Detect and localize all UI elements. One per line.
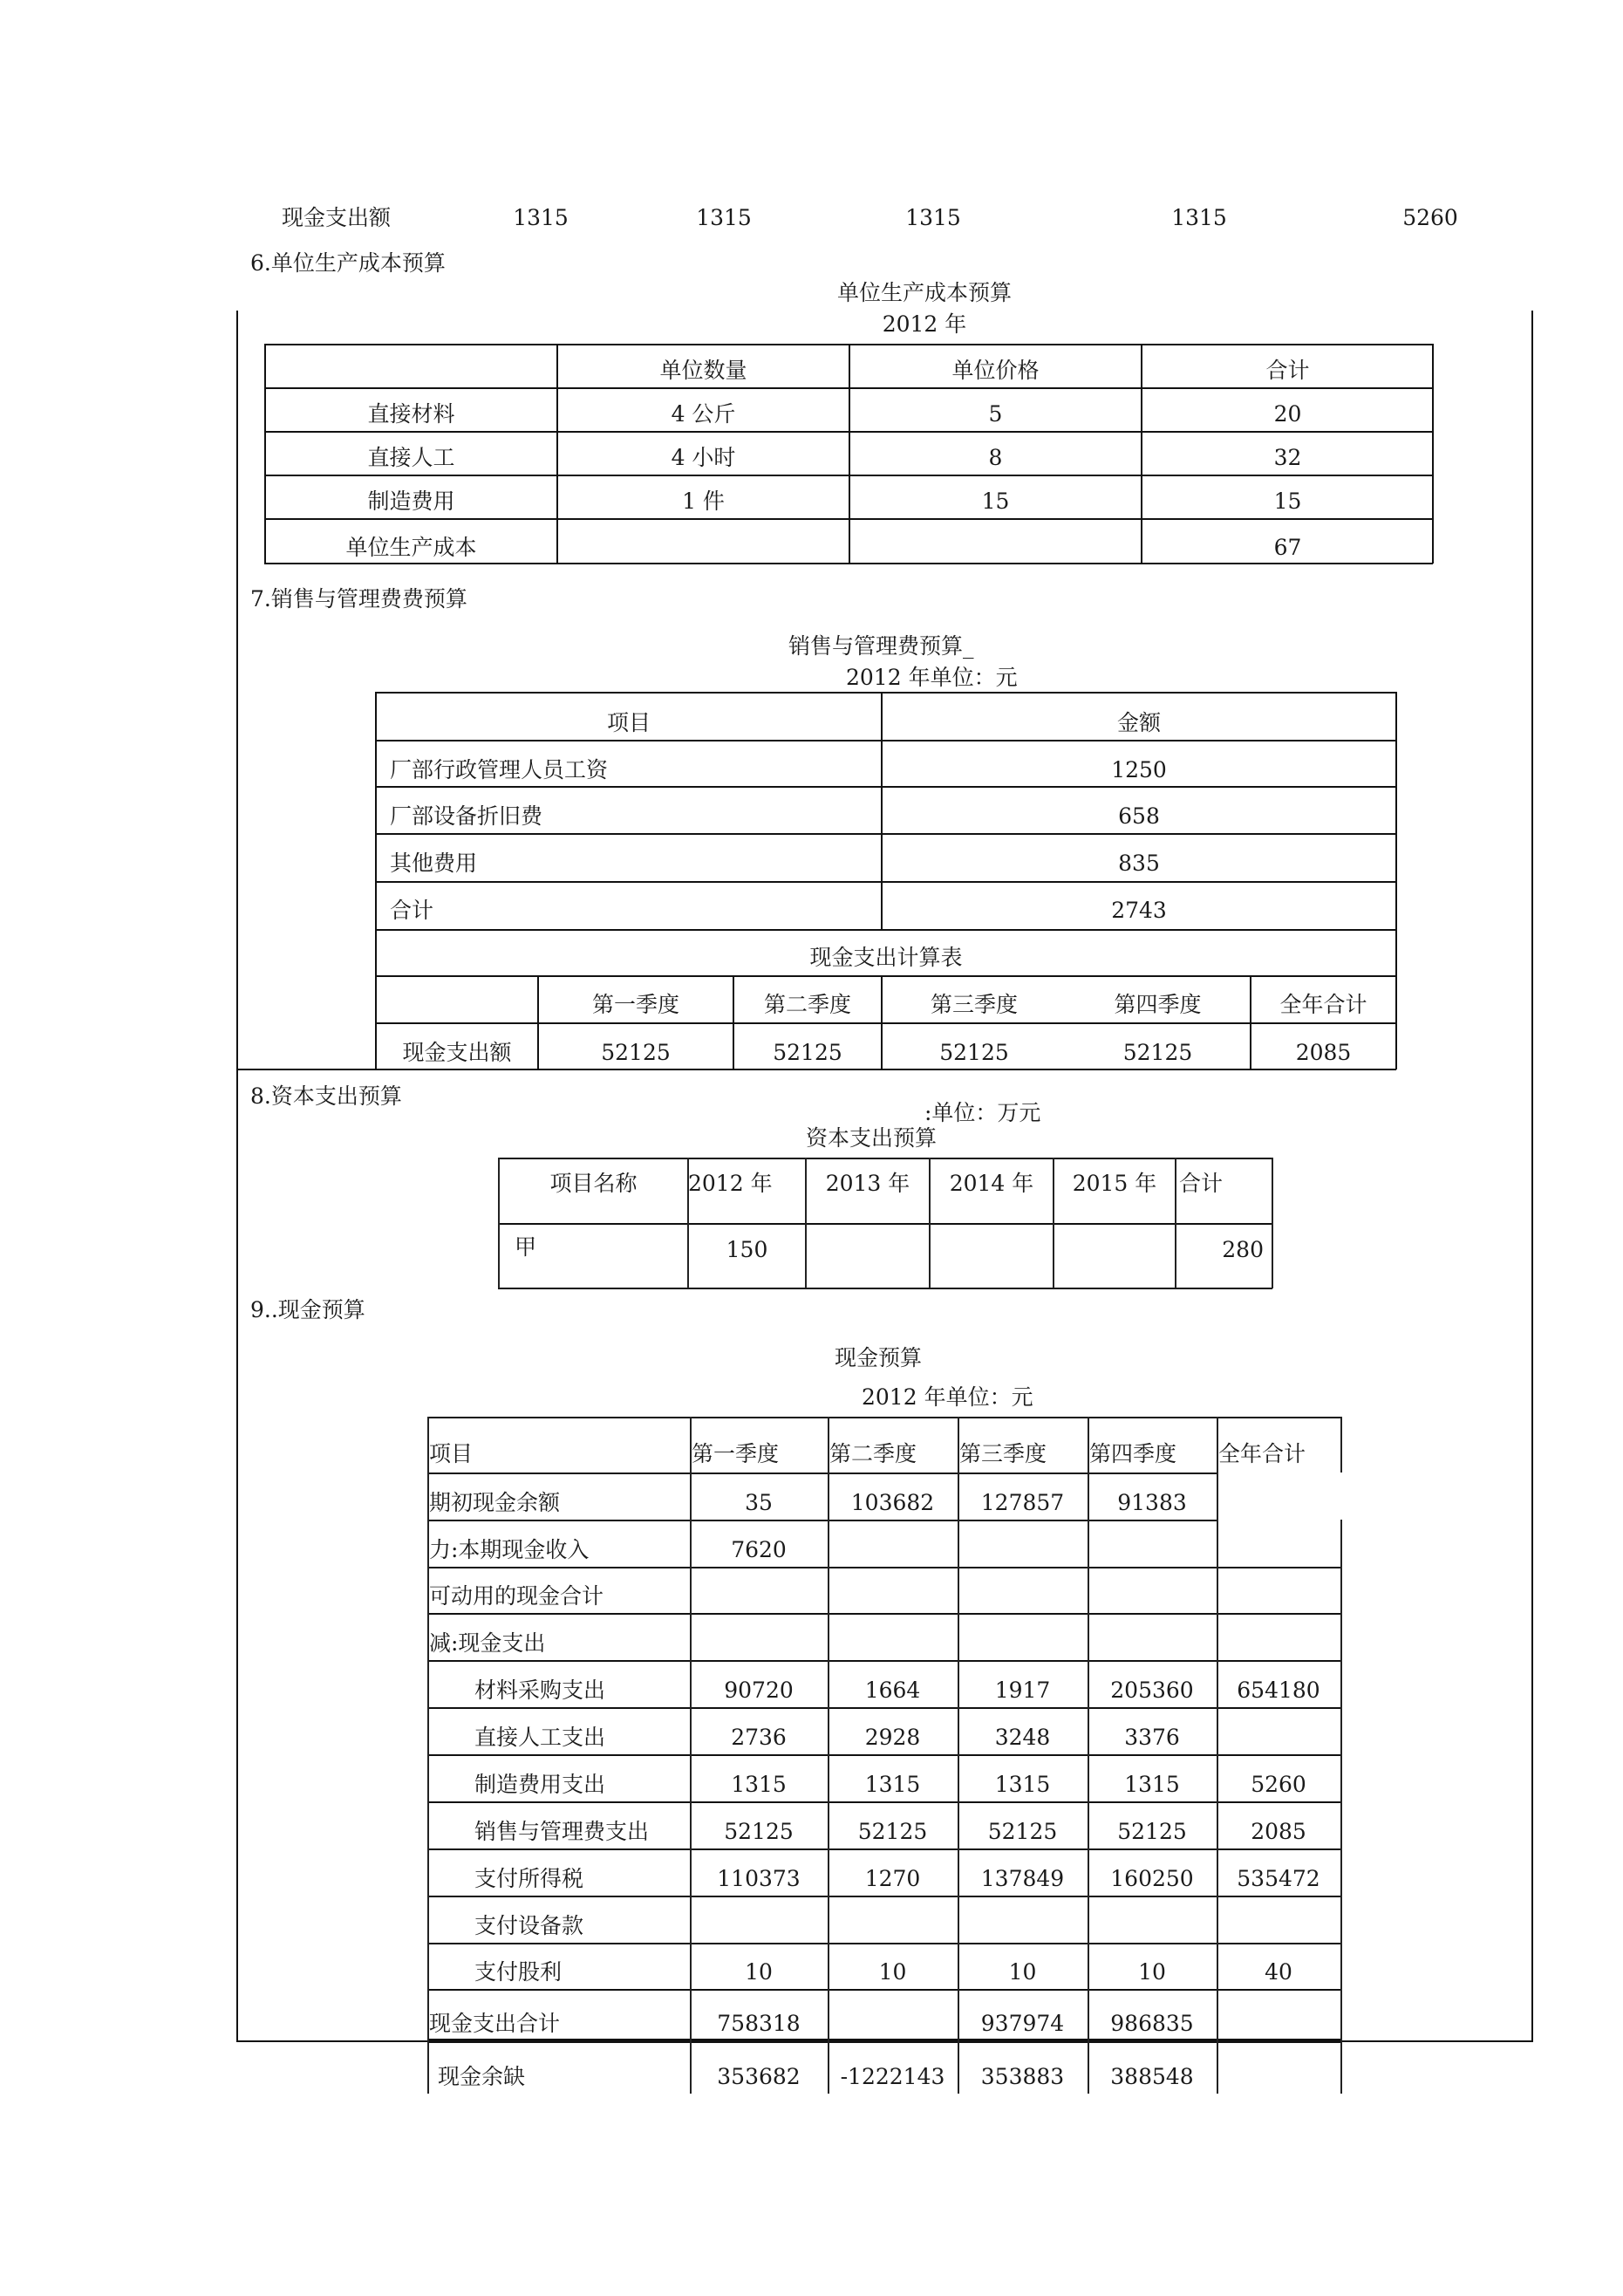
table-line	[375, 692, 1396, 694]
table-cell: 厂部行政管理人员工资	[390, 757, 609, 782]
table-line	[1340, 1520, 1342, 2094]
table-cell: 52125	[601, 1040, 671, 1065]
table-header: 第四季度	[1089, 1441, 1177, 1466]
table-cell: 15	[1273, 489, 1302, 514]
table-cell: 可动用的现金合计	[429, 1583, 604, 1609]
table-header: 2014 年	[949, 1171, 1034, 1196]
top-row-value: 1315	[905, 205, 961, 230]
table-cell: 2085	[1295, 1040, 1352, 1065]
table-cell: 52125	[939, 1040, 1009, 1065]
table-cell: 期初现金余额	[429, 1490, 561, 1515]
cash-table-title: 现金支出计算表	[809, 945, 963, 970]
table-cell: 1250	[1111, 757, 1167, 782]
table-line	[375, 1069, 1396, 1070]
table-header: 第三季度	[959, 1441, 1047, 1466]
outer-frame-bottom-left	[236, 2040, 428, 2042]
table-cell: 减:现金支出	[429, 1630, 546, 1656]
table-cell: 91383	[1117, 1490, 1187, 1515]
table-line	[427, 1848, 1341, 1850]
section6-heading: 6.单位生产成本预算	[250, 250, 446, 276]
table-cell: 单位生产成本	[345, 535, 477, 560]
table-header: 第四季度	[1114, 992, 1202, 1017]
table-header: 合计	[1265, 358, 1310, 383]
table-line	[427, 1707, 1341, 1709]
frame-divider	[236, 1069, 376, 1070]
table-cell: 35	[745, 1490, 773, 1515]
table-cell: 1664	[864, 1678, 921, 1703]
top-row-value: 1315	[513, 205, 569, 230]
table-line	[1217, 1417, 1218, 2094]
table-cell: 658	[1118, 803, 1160, 829]
table-line	[498, 1288, 1272, 1289]
table-header: 第一季度	[692, 1441, 780, 1466]
table-cell: 直接人工支出	[474, 1725, 606, 1750]
table-line	[1395, 692, 1397, 1069]
table-cell: 现金支出额	[402, 1040, 512, 1065]
table-cell: 2085	[1251, 1819, 1306, 1844]
section6-title: 单位生产成本预算	[836, 280, 1012, 305]
top-row-value: 1315	[1171, 205, 1227, 230]
section8-heading: 8.资本支出预算	[250, 1083, 402, 1109]
table-line	[427, 1567, 1341, 1568]
table-header: 金额	[1116, 710, 1161, 735]
table-cell: 10	[1138, 1959, 1166, 1985]
table-line	[375, 740, 1396, 741]
table-cell: 280	[1222, 1237, 1264, 1262]
outer-frame-right	[1531, 311, 1533, 2041]
table-cell: 3248	[994, 1725, 1051, 1750]
table-line	[427, 1943, 1341, 1944]
table-line	[427, 1520, 1217, 1521]
table-cell: 52125	[857, 1819, 928, 1844]
table-cell: 205360	[1110, 1678, 1194, 1703]
table-header: 2013 年	[825, 1171, 910, 1196]
table-cell: 1315	[731, 1772, 787, 1797]
table-cell: 654180	[1237, 1678, 1320, 1703]
table-cell: 758318	[717, 2011, 801, 2036]
table-cell: 937974	[980, 2011, 1065, 2036]
table-cell: 835	[1118, 851, 1160, 876]
section7-title: 销售与管理费预算_	[788, 633, 974, 659]
table-line	[375, 692, 377, 1069]
table-line	[427, 1660, 1341, 1662]
table-line	[498, 1223, 1272, 1225]
table-cell: 127857	[980, 1490, 1065, 1515]
table-cell: 20	[1273, 401, 1302, 427]
table-line	[427, 2039, 1341, 2043]
table-line	[375, 975, 1396, 977]
table-header: 项目	[429, 1441, 474, 1466]
table-cell: 支付所得税	[474, 1866, 584, 1891]
top-row-label: 现金支出额	[282, 205, 392, 230]
table-line	[690, 1417, 692, 2094]
table-header: 第一季度	[591, 992, 679, 1017]
table-header: 2015 年	[1072, 1171, 1157, 1196]
table-header: 单位数量	[659, 358, 747, 383]
table-cell: 厂部设备折旧费	[390, 803, 543, 829]
table-cell: 137849	[980, 1866, 1065, 1891]
table-line	[498, 1158, 1272, 1159]
table-cell: 2736	[731, 1725, 787, 1750]
table-cell: 150	[726, 1237, 768, 1262]
table-cell: -1222143	[840, 2064, 945, 2089]
table-cell: 5260	[1251, 1772, 1306, 1797]
table-cell: 8	[988, 445, 1003, 470]
table-line	[958, 1417, 959, 2094]
table-header: 全年合计	[1279, 992, 1367, 1017]
table-header: 第二季度	[763, 992, 851, 1017]
table-cell: 4 小时	[671, 445, 736, 470]
section6-subtitle: 2012 年	[882, 311, 967, 337]
section7-subtitle: 2012 年单位：元	[846, 665, 1018, 690]
table-cell: 52125	[1122, 1040, 1193, 1065]
table-line	[1272, 1158, 1273, 1288]
table-line	[427, 1417, 1341, 1418]
section8-unit: :单位：万元	[924, 1100, 1041, 1125]
table-cell: 388548	[1110, 2064, 1194, 2089]
table-header: 合计	[1179, 1171, 1224, 1196]
table-line	[375, 786, 1396, 788]
table-cell: 现金支出合计	[429, 2011, 561, 2036]
table-cell: 1315	[864, 1772, 921, 1797]
table-cell: 1 件	[682, 489, 725, 514]
table-header: 项目	[606, 710, 651, 735]
table-cell: 1315	[994, 1772, 1051, 1797]
top-row-value: 1315	[696, 205, 752, 230]
table-line	[1088, 1417, 1089, 2094]
table-cell: 5	[988, 401, 1003, 427]
table-cell: 535472	[1237, 1866, 1320, 1891]
section9-subtitle: 2012 年单位：元	[862, 1384, 1033, 1410]
table-header: 2012 年	[688, 1171, 773, 1196]
table-header: 全年合计	[1218, 1441, 1306, 1466]
table-cell: 32	[1273, 445, 1302, 470]
table-line	[427, 1473, 1217, 1474]
table-cell: 4 公斤	[671, 401, 736, 427]
table-cell: 1917	[994, 1678, 1051, 1703]
table-cell: 160250	[1110, 1866, 1194, 1891]
table-cell: 52125	[1117, 1819, 1187, 1844]
table-cell: 直接人工	[367, 445, 455, 470]
table-cell: 支付设备款	[474, 1913, 584, 1938]
table-cell: 40	[1265, 1959, 1292, 1985]
outer-frame-bottom-right	[1340, 2040, 1533, 2042]
table-cell: 直接材料	[367, 401, 455, 427]
table-cell: 合计	[390, 898, 434, 923]
table-cell: 67	[1273, 535, 1302, 560]
table-cell: 现金余缺	[438, 2064, 526, 2089]
table-line	[427, 1896, 1341, 1897]
table-cell: 986835	[1110, 2011, 1194, 2036]
table-cell: 353883	[980, 2064, 1065, 2089]
table-cell: 甲	[515, 1234, 537, 1260]
table-cell: 制造费用支出	[474, 1772, 606, 1797]
table-cell: 103682	[850, 1490, 935, 1515]
table-cell: 10	[1008, 1959, 1037, 1985]
table-cell: 15	[981, 489, 1010, 514]
table-line	[427, 1989, 1341, 1991]
table-cell: 1270	[864, 1866, 921, 1891]
table-line	[427, 1417, 429, 2094]
section9-heading: 9..现金预算	[250, 1297, 365, 1322]
table-cell: 7620	[731, 1537, 787, 1562]
table-header: 项目名称	[549, 1171, 638, 1196]
table-header: 单位价格	[951, 358, 1040, 383]
table-cell: 52125	[724, 1819, 794, 1844]
table-line	[375, 1022, 1396, 1024]
section9-title: 现金预算	[835, 1345, 923, 1370]
table-cell: 销售与管理费支出	[474, 1819, 650, 1844]
top-row-value: 5260	[1402, 205, 1458, 230]
table-cell: 10	[878, 1959, 907, 1985]
table-cell: 52125	[773, 1040, 842, 1065]
table-cell: 353682	[717, 2064, 801, 2089]
table-cell: 10	[745, 1959, 773, 1985]
table-cell: 2743	[1111, 898, 1167, 923]
table-cell: 110373	[717, 1866, 801, 1891]
table-header: 第二季度	[829, 1441, 917, 1466]
section8-title: 资本支出预算	[806, 1125, 938, 1151]
table-cell: 其他费用	[390, 851, 478, 876]
table-cell: 3376	[1124, 1725, 1180, 1750]
table-cell: 1315	[1124, 1772, 1180, 1797]
table-cell: 支付股利	[474, 1959, 563, 1985]
table-line	[427, 1613, 1341, 1615]
table-cell: 制造费用	[367, 489, 455, 514]
table-line	[375, 833, 1396, 835]
table-cell: 90720	[724, 1678, 794, 1703]
table-line	[828, 1417, 829, 2094]
table-line	[1340, 1417, 1342, 1473]
table-cell: 材料采购支出	[474, 1678, 606, 1703]
section7-heading: 7.销售与管理费费预算	[250, 586, 467, 612]
table-cell: 2928	[864, 1725, 921, 1750]
table-cell: 力:本期现金收入	[429, 1537, 590, 1562]
table-line	[427, 1754, 1341, 1756]
outer-frame-left	[236, 311, 238, 2041]
table-line	[427, 1801, 1341, 1803]
table-cell: 52125	[987, 1819, 1058, 1844]
table-header: 第三季度	[930, 992, 1018, 1017]
table-line	[375, 881, 1396, 883]
table-line	[1175, 1158, 1176, 1288]
table-line	[375, 929, 1396, 931]
